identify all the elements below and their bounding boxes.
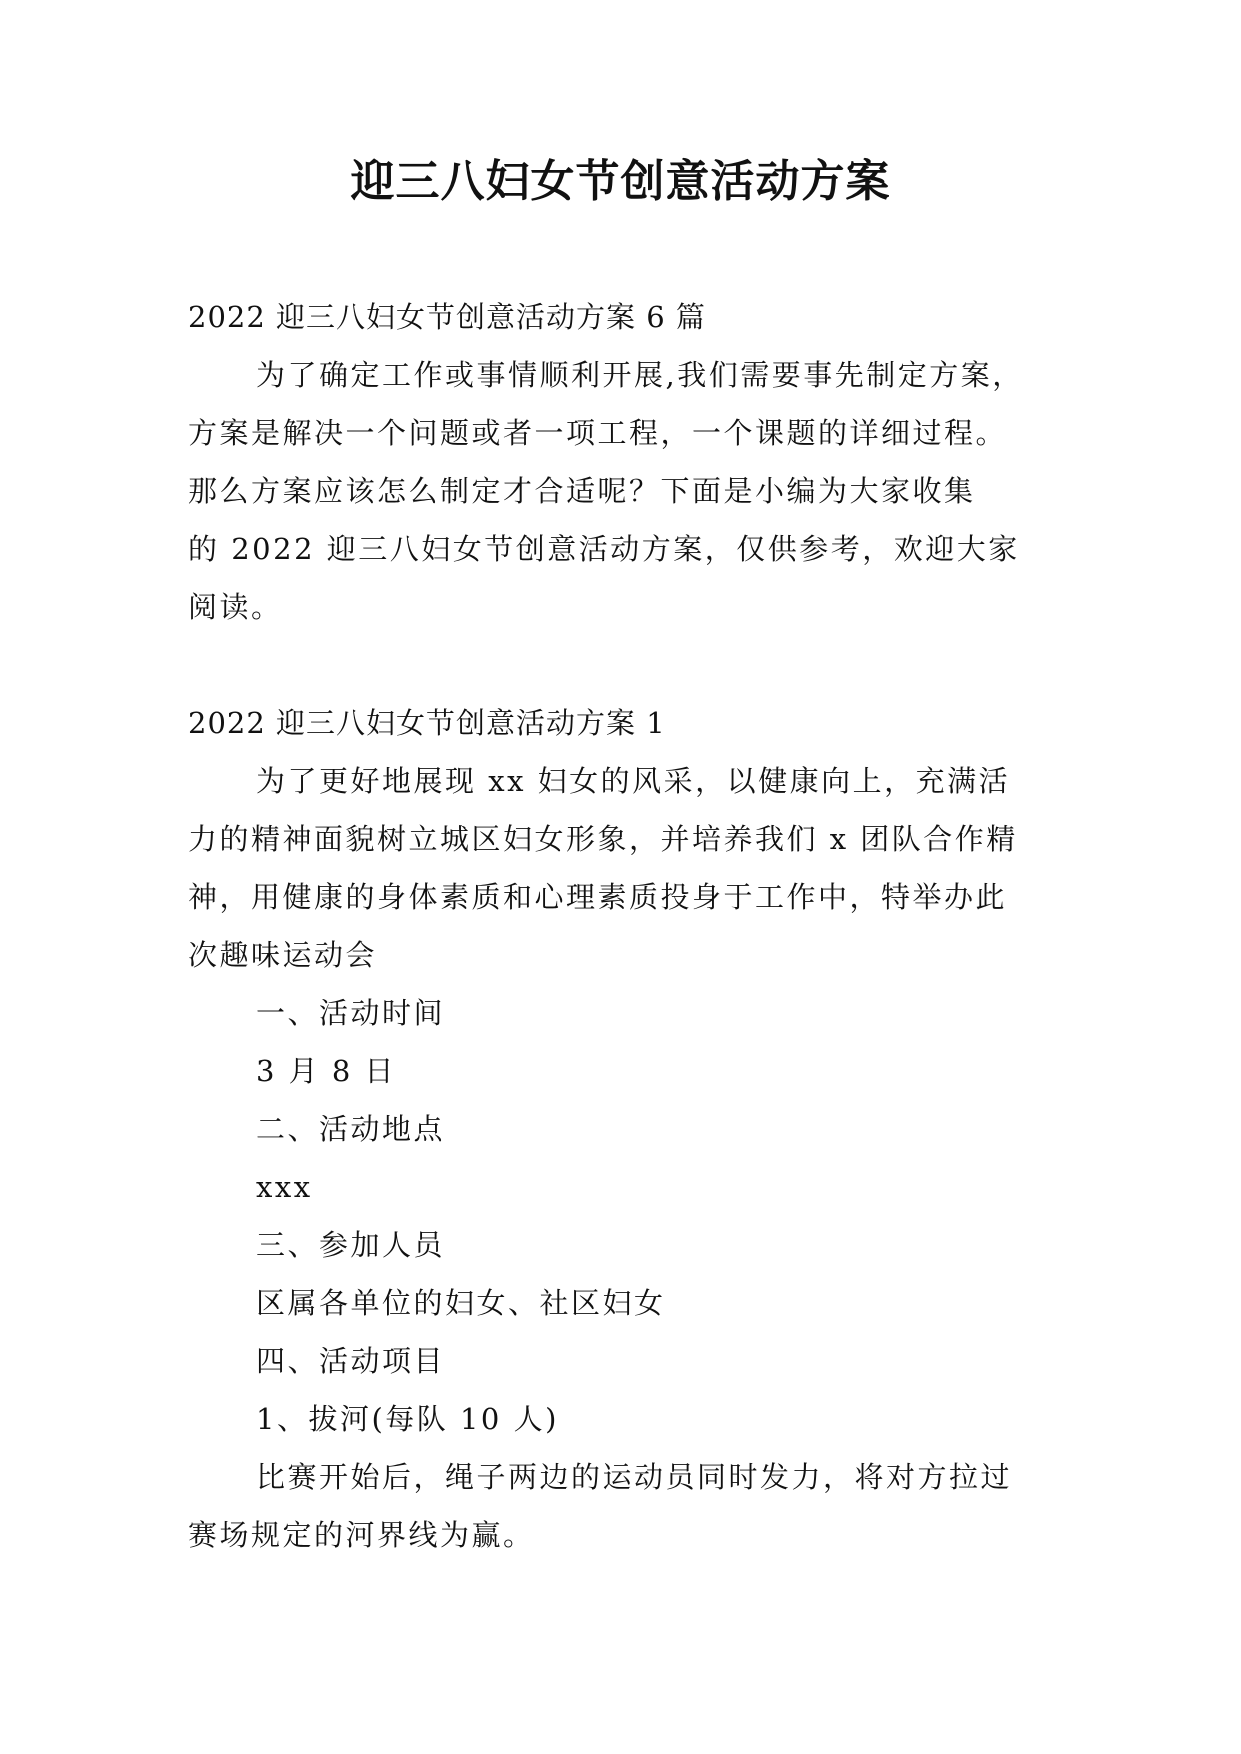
item-heading-location: 二、活动地点: [256, 1112, 446, 1146]
item-value-participants: 区属各单位的妇女、社区妇女: [256, 1286, 666, 1320]
section-line: 为了更好地展现 xx 妇女的风采，以健康向上，充满活: [256, 764, 1011, 798]
section-line: 力的精神面貌树立城区妇女形象，并培养我们 x 团队合作精: [188, 822, 1018, 856]
item-heading-participants: 三、参加人员: [256, 1228, 446, 1262]
item-heading-time: 一、活动时间: [256, 996, 446, 1030]
item-value-date: 3 月 8 日: [256, 1054, 397, 1088]
section-line: 神，用健康的身体素质和心理素质投身于工作中，特举办此: [188, 880, 1008, 914]
item-event-tug-of-war: 1、拔河(每队 10 人): [256, 1402, 559, 1436]
paragraph-spacer: [188, 636, 1058, 694]
intro-line: 那么方案应该怎么制定才合适呢？下面是小编为大家收集: [188, 474, 976, 508]
item-heading-events: 四、活动项目: [256, 1344, 446, 1378]
closing-line: 比赛开始后，绳子两边的运动员同时发力，将对方拉过: [256, 1460, 1013, 1494]
intro-line: 的 2022 迎三八妇女节创意活动方案，仅供参考，欢迎大家: [188, 532, 1020, 566]
section-heading: 2022 迎三八妇女节创意活动方案 1: [188, 706, 666, 740]
intro-line: 方案是解决一个问题或者一项工程，一个课题的详细过程。: [188, 416, 1008, 450]
document-title: 迎三八妇女节创意活动方案: [350, 156, 891, 207]
intro-line: 为了确定工作或事情顺利开展,我们需要事先制定方案，: [256, 358, 1024, 392]
document-body: [188, 288, 1058, 1564]
item-value-location: xxx: [256, 1170, 313, 1204]
document-subtitle: 2022 迎三八妇女节创意活动方案 6 篇: [188, 300, 706, 334]
intro-line: 阅读。: [188, 590, 283, 624]
section-line: 次趣味运动会: [188, 938, 378, 972]
closing-line: 赛场规定的河界线为赢。: [188, 1518, 535, 1552]
